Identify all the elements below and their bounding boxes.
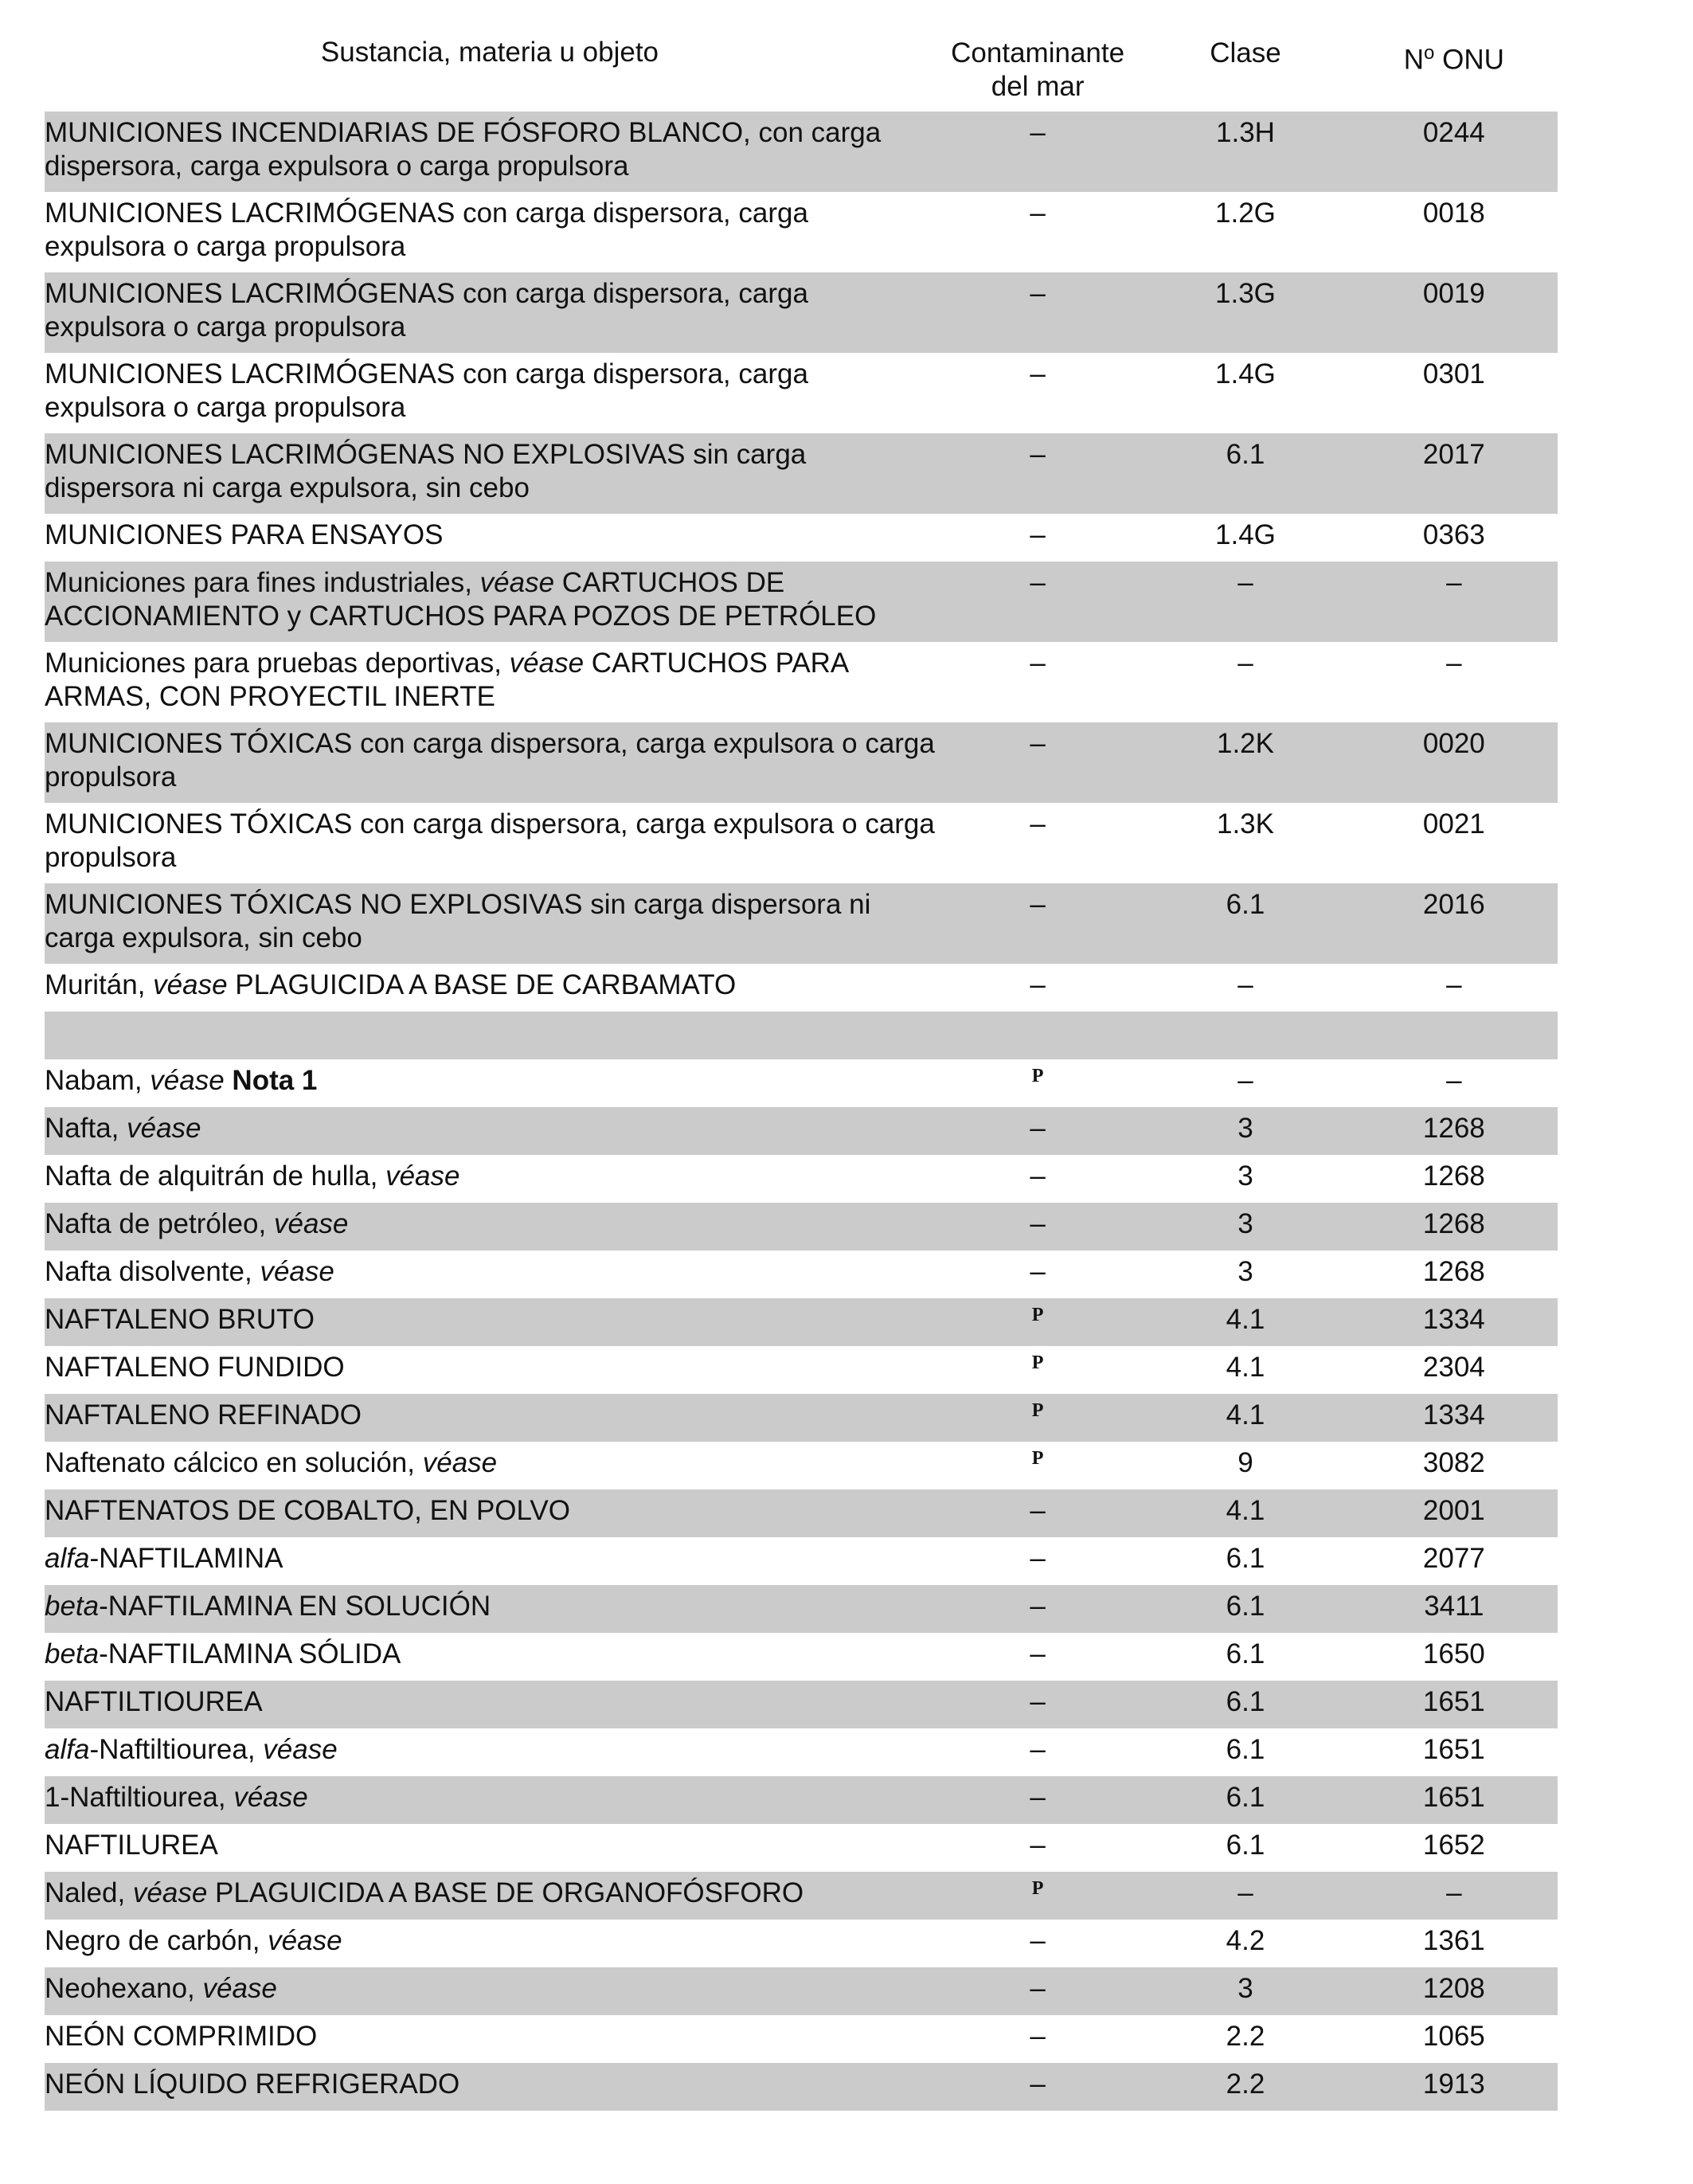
marine-pollutant-cell: – bbox=[1030, 1686, 1046, 1717]
class-cell: 6.1 bbox=[1226, 1686, 1265, 1717]
un-number-cell: 1268 bbox=[1422, 1160, 1485, 1192]
table-row bbox=[45, 1059, 1558, 1107]
class-cell: 6.1 bbox=[1226, 1591, 1265, 1622]
un-number-cell: 1652 bbox=[1422, 1830, 1485, 1861]
un-number-cell: – bbox=[1446, 648, 1462, 679]
class-cell: 6.1 bbox=[1226, 1543, 1265, 1574]
marine-pollutant-cell: – bbox=[1030, 117, 1046, 148]
class-cell: 3 bbox=[1237, 1208, 1253, 1239]
class-cell: – bbox=[1237, 1877, 1253, 1908]
substance-name: Negro de carbón, véase bbox=[45, 1925, 342, 1956]
class-cell: 1.4G bbox=[1215, 358, 1276, 389]
un-number-cell: 2304 bbox=[1422, 1352, 1485, 1383]
un-number-cell: 0363 bbox=[1422, 519, 1485, 550]
class-cell: – bbox=[1237, 1065, 1253, 1096]
marine-pollutant-cell: – bbox=[1030, 1973, 1046, 2004]
class-cell: 4.2 bbox=[1226, 1925, 1265, 1956]
marine-pollutant-cell: – bbox=[1030, 728, 1046, 759]
marine-pollutant-cell: – bbox=[1030, 278, 1046, 309]
marine-pollutant-cell: – bbox=[1030, 1734, 1046, 1765]
marine-pollutant-cell: – bbox=[1030, 1495, 1046, 1526]
class-cell: 9 bbox=[1237, 1447, 1253, 1478]
class-cell bbox=[1140, 1012, 1350, 1059]
class-cell: 2.2 bbox=[1226, 2069, 1265, 2100]
un-number-cell: 3082 bbox=[1422, 1447, 1485, 1478]
class-cell: 3 bbox=[1237, 1160, 1253, 1192]
table-row bbox=[45, 1298, 1558, 1346]
substance-name: NEÓN LÍQUIDO REFRIGERADO bbox=[45, 2069, 460, 2100]
header-substance: Sustancia, materia u objeto bbox=[320, 37, 659, 68]
substance-name: Nabam, véase Nota 1 bbox=[45, 1065, 318, 1096]
dangerous-goods-table bbox=[45, 32, 1558, 2111]
table-row bbox=[45, 272, 1558, 353]
class-cell: 6.1 bbox=[1226, 439, 1265, 470]
marine-pollutant-cell: P bbox=[1031, 1878, 1044, 1899]
class-cell: – bbox=[1237, 648, 1253, 679]
un-number-cell: 1065 bbox=[1422, 2021, 1485, 2052]
table-row bbox=[45, 1346, 1558, 1394]
substance-name: Municiones para pruebas deportivas, véase CARTUCHOS PARA ARMAS, CON PROYECTIL INERTE bbox=[45, 648, 848, 712]
table-row bbox=[45, 2015, 1558, 2063]
marine-pollutant-cell: P bbox=[1031, 1352, 1044, 1373]
substance-name: MUNICIONES TÓXICAS NO EXPLOSIVAS sin carga dispersora ni carga expulsora, sin cebo bbox=[45, 889, 871, 953]
table-row bbox=[45, 514, 1558, 562]
un-number-cell bbox=[1351, 1012, 1558, 1059]
table-row bbox=[45, 642, 1558, 722]
un-number-cell: 1334 bbox=[1422, 1304, 1485, 1335]
marine-pollutant-cell: – bbox=[1030, 1782, 1046, 1813]
substance-name: MUNICIONES INCENDIARIAS DE FÓSFORO BLANCO, con carga dispersora, carga expulsora o carga propulsora bbox=[45, 117, 882, 182]
class-cell: 1.3K bbox=[1216, 808, 1274, 840]
un-number-cell: 2077 bbox=[1422, 1543, 1485, 1574]
un-number-cell: 3411 bbox=[1424, 1591, 1484, 1622]
marine-pollutant-cell: P bbox=[1031, 1066, 1044, 1086]
un-number-cell: 1361 bbox=[1422, 1925, 1485, 1956]
class-cell: 2.2 bbox=[1226, 2021, 1265, 2052]
substance-name: 1-Naftiltiourea, véase bbox=[45, 1782, 308, 1813]
marine-pollutant-cell: – bbox=[1030, 1638, 1046, 1669]
table-row bbox=[45, 1251, 1558, 1298]
table-header bbox=[45, 32, 1558, 112]
substance-name: alfa-Naftiltiourea, véase bbox=[45, 1734, 338, 1765]
table-body bbox=[45, 112, 1558, 2111]
marine-pollutant-cell: P bbox=[1031, 1305, 1044, 1325]
table-row bbox=[45, 1681, 1558, 1728]
table-row bbox=[45, 1824, 1558, 1872]
table-row bbox=[45, 1203, 1558, 1251]
class-cell: 1.2G bbox=[1215, 198, 1276, 229]
marine-pollutant-cell: – bbox=[1030, 969, 1046, 1000]
un-number-cell: – bbox=[1446, 969, 1462, 1000]
un-number-cell: – bbox=[1446, 1065, 1462, 1096]
class-cell: 6.1 bbox=[1226, 1830, 1265, 1861]
table-row bbox=[45, 883, 1558, 964]
substance-name: alfa-NAFTILAMINA bbox=[45, 1543, 283, 1574]
un-number-cell: – bbox=[1446, 567, 1462, 598]
header-un-number: $N^o$ ONU bbox=[1403, 42, 1504, 76]
substance-name: MUNICIONES TÓXICAS con carga dispersora, carga expulsora o carga propulsora bbox=[45, 728, 935, 793]
substance-name: NEÓN COMPRIMIDO bbox=[45, 2021, 318, 2052]
un-number-cell: 1651 bbox=[1422, 1782, 1485, 1813]
table-row bbox=[45, 1585, 1558, 1633]
marine-pollutant-cell: – bbox=[1030, 1591, 1046, 1622]
class-cell: 3 bbox=[1237, 1113, 1253, 1144]
marine-pollutant-cell: – bbox=[1030, 439, 1046, 470]
substance-name: NAFTALENO BRUTO bbox=[45, 1304, 315, 1335]
table-row bbox=[45, 1920, 1558, 1967]
marine-pollutant-cell bbox=[935, 1012, 1140, 1059]
class-cell: 6.1 bbox=[1226, 1734, 1265, 1765]
marine-pollutant-cell: – bbox=[1030, 519, 1046, 550]
un-number-cell: 1651 bbox=[1422, 1734, 1485, 1765]
un-number-cell: 1651 bbox=[1422, 1686, 1485, 1717]
substance-name: Municiones para fines industriales, véase CARTUCHOS DE ACCIONAMIENTO y CARTUCHOS PARA POZOS DE PETRÓLEO bbox=[45, 567, 877, 632]
substance-name: Muritán, véase PLAGUICIDA A BASE DE CARBAMATO bbox=[45, 969, 737, 1000]
substance-name: MUNICIONES LACRIMÓGENAS con carga dispersora, carga expulsora o carga propulsora bbox=[45, 198, 808, 262]
substance-name: Nafta de petróleo, véase bbox=[45, 1208, 349, 1239]
un-number-cell: 0301 bbox=[1422, 358, 1485, 389]
table-row bbox=[45, 112, 1558, 192]
table-row bbox=[45, 192, 1558, 272]
table-row bbox=[45, 1872, 1558, 1920]
class-cell: 4.1 bbox=[1226, 1495, 1265, 1526]
marine-pollutant-cell: – bbox=[1030, 1256, 1046, 1287]
un-number-cell: 0021 bbox=[1422, 808, 1485, 840]
class-cell: 4.1 bbox=[1226, 1304, 1265, 1335]
table-row bbox=[45, 562, 1558, 642]
header-marine-pollutant: Contaminante del mar bbox=[951, 37, 1125, 102]
substance-name: NAFTALENO FUNDIDO bbox=[45, 1352, 345, 1383]
substance-name: NAFTENATOS DE COBALTO, EN POLVO bbox=[45, 1495, 570, 1526]
substance-name: beta-NAFTILAMINA EN SOLUCIÓN bbox=[45, 1591, 491, 1622]
substance-name: beta-NAFTILAMINA SÓLIDA bbox=[45, 1638, 401, 1669]
table-row bbox=[45, 1967, 1558, 2015]
class-cell: 6.1 bbox=[1226, 1638, 1265, 1669]
un-number-cell: 0019 bbox=[1422, 278, 1485, 309]
class-cell: 4.1 bbox=[1226, 1352, 1265, 1383]
substance-name: MUNICIONES LACRIMÓGENAS con carga dispersora, carga expulsora o carga propulsora bbox=[45, 358, 808, 423]
marine-pollutant-cell: – bbox=[1030, 1543, 1046, 1574]
class-cell: 3 bbox=[1237, 1256, 1253, 1287]
substance-name: Naftenato cálcico en solución, véase bbox=[45, 1447, 498, 1478]
marine-pollutant-cell: – bbox=[1030, 1113, 1046, 1144]
substance-name: Naled, véase PLAGUICIDA A BASE DE ORGANOFÓSFORO bbox=[45, 1877, 804, 1908]
marine-pollutant-cell: – bbox=[1030, 198, 1046, 229]
class-cell: 1.2K bbox=[1216, 728, 1274, 759]
un-number-cell: 1913 bbox=[1422, 2069, 1485, 2100]
un-number-cell: 2017 bbox=[1422, 439, 1485, 470]
marine-pollutant-cell: P bbox=[1031, 1400, 1044, 1421]
class-cell: 1.3G bbox=[1215, 278, 1276, 309]
marine-pollutant-cell: – bbox=[1030, 1925, 1046, 1956]
un-number-cell: 1268 bbox=[1422, 1113, 1485, 1144]
un-number-cell: 2001 bbox=[1422, 1495, 1485, 1526]
marine-pollutant-cell: – bbox=[1030, 1830, 1046, 1861]
substance-name: MUNICIONES LACRIMÓGENAS NO EXPLOSIVAS sin carga dispersora ni carga expulsora, sin cebo bbox=[45, 439, 807, 503]
class-cell: – bbox=[1237, 969, 1253, 1000]
class-cell: 6.1 bbox=[1226, 889, 1265, 920]
un-number-cell: 1650 bbox=[1422, 1638, 1485, 1669]
marine-pollutant-cell: – bbox=[1030, 567, 1046, 598]
un-number-cell: 0244 bbox=[1422, 117, 1485, 148]
un-number-cell: 0020 bbox=[1422, 728, 1485, 759]
substance-name: MUNICIONES PARA ENSAYOS bbox=[45, 519, 444, 550]
class-cell: 1.3H bbox=[1216, 117, 1275, 148]
marine-pollutant-cell: – bbox=[1030, 808, 1046, 840]
marine-pollutant-cell: – bbox=[1030, 1208, 1046, 1239]
header-class: Clase bbox=[1210, 37, 1281, 68]
table-row bbox=[45, 1776, 1558, 1824]
substance-name bbox=[45, 1012, 935, 1059]
marine-pollutant-cell: – bbox=[1030, 889, 1046, 920]
class-cell: 6.1 bbox=[1226, 1782, 1265, 1813]
table-row bbox=[45, 803, 1558, 883]
un-number-cell: – bbox=[1446, 1877, 1462, 1908]
substance-name: NAFTALENO REFINADO bbox=[45, 1399, 362, 1431]
table-row bbox=[45, 1107, 1558, 1155]
class-cell: – bbox=[1237, 567, 1253, 598]
substance-name: Neohexano, véase bbox=[45, 1973, 277, 2004]
table-row bbox=[45, 1728, 1558, 1776]
substance-name: Nafta disolvente, véase bbox=[45, 1256, 334, 1287]
un-number-cell: 1334 bbox=[1422, 1399, 1485, 1431]
table-row bbox=[45, 964, 1558, 1012]
class-cell: 1.4G bbox=[1215, 519, 1276, 550]
substance-name: MUNICIONES LACRIMÓGENAS con carga dispersora, carga expulsora o carga propulsora bbox=[45, 278, 808, 342]
table-row bbox=[45, 1537, 1558, 1585]
table-row bbox=[45, 353, 1558, 433]
marine-pollutant-cell: P bbox=[1031, 1448, 1044, 1469]
table-row bbox=[45, 2063, 1558, 2111]
table-row bbox=[45, 1633, 1558, 1681]
un-number-cell: 1208 bbox=[1422, 1973, 1485, 2004]
substance-name: MUNICIONES TÓXICAS con carga dispersora, carga expulsora o carga propulsora bbox=[45, 808, 935, 873]
table-row bbox=[45, 1155, 1558, 1203]
un-number-cell: 1268 bbox=[1422, 1208, 1485, 1239]
table-row bbox=[45, 722, 1558, 803]
marine-pollutant-cell: – bbox=[1030, 358, 1046, 389]
table-row bbox=[45, 1012, 1558, 1059]
substance-name: NAFTILUREA bbox=[45, 1830, 218, 1861]
un-number-cell: 2016 bbox=[1422, 889, 1485, 920]
substance-name: Nafta de alquitrán de hulla, véase bbox=[45, 1160, 460, 1192]
table-row bbox=[45, 1442, 1558, 1489]
un-number-cell: 1268 bbox=[1422, 1256, 1485, 1287]
marine-pollutant-cell: – bbox=[1030, 1160, 1046, 1192]
table-row bbox=[45, 1394, 1558, 1442]
un-number-cell: 0018 bbox=[1422, 198, 1485, 229]
substance-name: Nafta, véase bbox=[45, 1113, 201, 1144]
marine-pollutant-cell: – bbox=[1030, 2069, 1046, 2100]
class-cell: 4.1 bbox=[1226, 1399, 1265, 1431]
table-row bbox=[45, 433, 1558, 514]
class-cell: 3 bbox=[1237, 1973, 1253, 2004]
substance-name: NAFTILTIOUREA bbox=[45, 1686, 263, 1717]
table-row bbox=[45, 1489, 1558, 1537]
marine-pollutant-cell: – bbox=[1030, 2021, 1046, 2052]
marine-pollutant-cell: – bbox=[1030, 648, 1046, 679]
